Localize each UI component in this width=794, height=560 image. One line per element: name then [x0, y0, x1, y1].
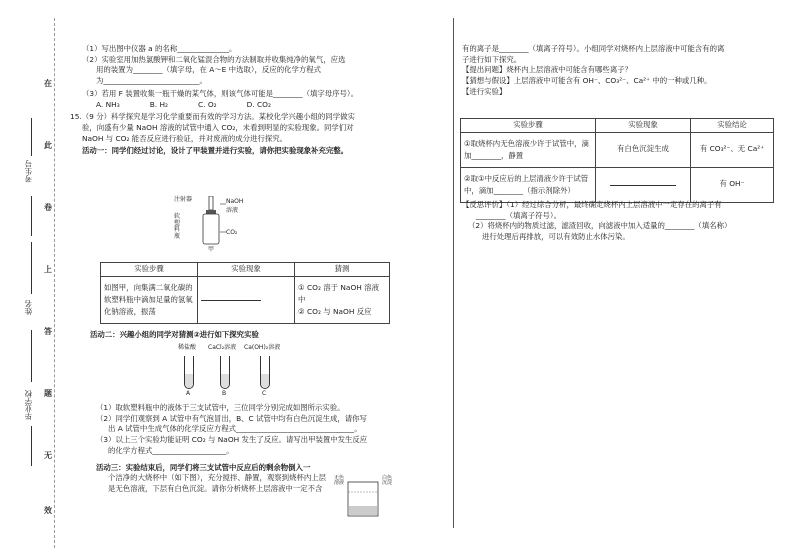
- margin-char: 卷: [44, 203, 52, 212]
- apparatus-caption: 甲: [208, 246, 215, 253]
- option-b: B. H₂: [149, 99, 168, 109]
- margin-char: 无: [44, 451, 52, 460]
- q14-2a: （2）实验室用加热氯酸钾和二氧化锰混合物的方法制取并收集纯净的氧气，应选: [82, 54, 346, 64]
- naoh-label: NaOH: [226, 198, 244, 205]
- right-question: 【提出问题】烧杯内上层溶液中可能含有哪些离子？: [462, 65, 632, 75]
- field-line: [31, 196, 32, 236]
- option-a: A. NH₃: [96, 99, 120, 109]
- column-divider: [453, 18, 454, 528]
- activity-2-questions: [96, 403, 446, 495]
- right-experiment: 【进行实验】: [462, 86, 507, 96]
- bottle-drawing: [198, 196, 226, 248]
- table-header: 实验步骤: [461, 119, 596, 133]
- q15-stem-a: 15.（9 分）科学探究是学习化学重要而有效的学习方法。某校化学兴趣小组的同学做实: [70, 112, 355, 122]
- answer-blank[interactable]: [201, 300, 261, 301]
- tube-label: C: [262, 390, 267, 397]
- guess-2: ② CO₂ 与 NaOH 反应: [298, 306, 372, 316]
- field-name: 姓名: [24, 300, 33, 315]
- beaker-label-1: 无色溶液: [334, 475, 345, 487]
- activity-3b: 个洁净的大烧杯中（如下图），充分搅拌、静置，观察到烧杯内上层: [108, 473, 327, 483]
- field-exam-number: 考生号: [24, 160, 33, 183]
- table-cell-conclusion: 有 CO₃²⁻、无 Ca²⁺: [691, 132, 774, 167]
- q14-2c: 为__________________________。: [96, 76, 207, 86]
- table-cell-guess: [295, 276, 390, 323]
- field-school: 毕业学校: [24, 390, 33, 420]
- margin-char: 答: [44, 327, 52, 336]
- table-cell-observation: [198, 276, 295, 323]
- q15-stem-c: NaOH 与 CO₂ 能否反应进行验证，并对废液的成分进行探究。: [82, 133, 288, 143]
- reflection-1: 【反思评价】（1）经过综合分析，最终确定烧杯内上层溶液中一定存在的离子有: [462, 200, 722, 209]
- right-column: [462, 44, 782, 98]
- beaker-label-2: 白色沉淀: [382, 475, 393, 487]
- tube-label: B: [222, 390, 227, 397]
- field-line: [31, 330, 32, 382]
- q15-p2a: （2）同学们观察到 A 试管中有气泡冒出，B、C 试管中均有白色沉淀生成，请你写: [96, 413, 367, 423]
- tube-label: A: [186, 390, 191, 397]
- reflection-1b: ________（填离子符号）。: [476, 210, 561, 220]
- table-activity-1: [100, 262, 390, 324]
- solution-label: 溶液: [226, 207, 239, 214]
- tube-a: [184, 356, 194, 389]
- margin-char: 题: [44, 389, 52, 398]
- bottle-label: 软塑料瓶: [174, 213, 181, 240]
- q15-p2b: 出 A 试管中生成气体的化学反应方程式________________________________。: [108, 424, 362, 434]
- options: [82, 100, 442, 111]
- q15-p3b: 的化学方程式____________________。: [108, 445, 234, 455]
- activity-1: 活动一：同学们经过讨论，设计了甲装置并进行实验，请你把实验现象补充完整。: [82, 145, 349, 155]
- answer-blank[interactable]: [610, 185, 676, 186]
- table-header: 猜测: [295, 263, 390, 277]
- q15-p3a: （3）以上三个实验均能证明 CO₂ 与 NaOH 发生了反应。请写出甲装置中发生反应: [96, 435, 368, 445]
- option-c: C. O₂: [197, 99, 217, 109]
- field-line: [31, 118, 32, 156]
- guess-1: ① CO₂ 溶于 NaOH 溶液中: [298, 282, 379, 304]
- margin-char: 此: [44, 141, 52, 150]
- reflection-2: （2）将烧杯内的物质过滤，滤渣回收，向滤液中加入适量的________（填名称）: [468, 221, 732, 231]
- q15-p1: （1）取软塑料瓶中的液体于三支试管中，三位同学分别完成如图所示实验。: [96, 403, 345, 412]
- tube-reagent: Ca(OH)₂溶液: [244, 344, 281, 351]
- table-cell-observation: 有白色沉淀生成: [596, 132, 691, 167]
- test-tubes: [178, 344, 300, 397]
- activity-3c: 是无色溶液，下层有白色沉淀。请你分析烧杯上层溶液中一定不含: [108, 484, 323, 494]
- table-header: 实验步骤: [101, 263, 198, 277]
- field-line: [31, 426, 32, 466]
- reflection: [462, 200, 782, 243]
- left-column: [70, 44, 442, 156]
- tube-reagent: 稀盐酸: [178, 344, 197, 351]
- syringe-label: 注射器: [174, 196, 193, 203]
- table-header: 实验现象: [198, 263, 295, 277]
- reflection-2b: 进行处理后再排放，可以有效防止水体污染。: [482, 232, 630, 242]
- right-line-2: 子进行如下探究。: [462, 54, 522, 64]
- tube-reagent: CaCl₂溶液: [208, 344, 237, 351]
- margin-char: 上: [44, 265, 52, 274]
- right-line-1: 有的离子是________（填离子符号）。小组同学对烧杯内上层溶液中可能含有的离: [462, 44, 725, 53]
- tube-c: [260, 356, 270, 389]
- activity-3a: 活动三：实验结束后，同学们将三支试管中反应后的剩余物倒入一: [96, 462, 311, 472]
- beaker-drawing: [334, 474, 393, 522]
- table-header: 实验现象: [596, 119, 691, 133]
- field-line: [31, 242, 32, 294]
- q14-2b: 用的装置为________（填字母，在 A～E 中选取），反应的化学方程式: [96, 65, 322, 75]
- q15-stem-b: 验，向盛有少量 NaOH 溶液的试管中通入 CO₂，未看到明显的实验现象。同学们对: [82, 123, 354, 133]
- table-experiment: [460, 118, 774, 203]
- q14-3: （3）若用 F 装置收集一瓶干燥的某气体，则该气体可能是________（填字母序号）。: [82, 88, 359, 98]
- table-cell-step: ①取烧杯内无色溶液少许于试管中，滴加________，静置: [461, 132, 596, 167]
- q14-1: （1）写出图中仪器 a 的名称______________。: [82, 44, 237, 53]
- co2-label: CO₂: [226, 229, 238, 236]
- binding-line: [54, 18, 55, 548]
- margin-char: 在: [44, 79, 52, 88]
- apparatus-jia: [174, 196, 258, 254]
- table-header: 实验结论: [691, 119, 774, 133]
- right-hypothesis: 【猜想与假设】上层溶液中可能含有 OH⁻、CO₃²⁻、Ca²⁺ 中的一种或几种。: [462, 76, 712, 86]
- beaker-svg: [346, 480, 382, 520]
- margin-char: 效: [44, 506, 52, 515]
- option-d: D. CO₂: [246, 99, 271, 109]
- table-cell-step: 如图甲，向集满二氧化碳的软塑料瓶中滴加足量的氢氧化钠溶液，振荡: [101, 276, 198, 323]
- table-cell-step: ②取①中反应后的上层清液少许于试管中，滴加________（指示剂除外）: [461, 167, 596, 202]
- table-cell-observation: [596, 167, 691, 202]
- table-cell-conclusion: 有 OH⁻: [691, 167, 774, 202]
- activity-2: 活动二：兴趣小组的同学对猜测②进行如下探究实验: [90, 330, 259, 339]
- tube-b: [220, 356, 230, 389]
